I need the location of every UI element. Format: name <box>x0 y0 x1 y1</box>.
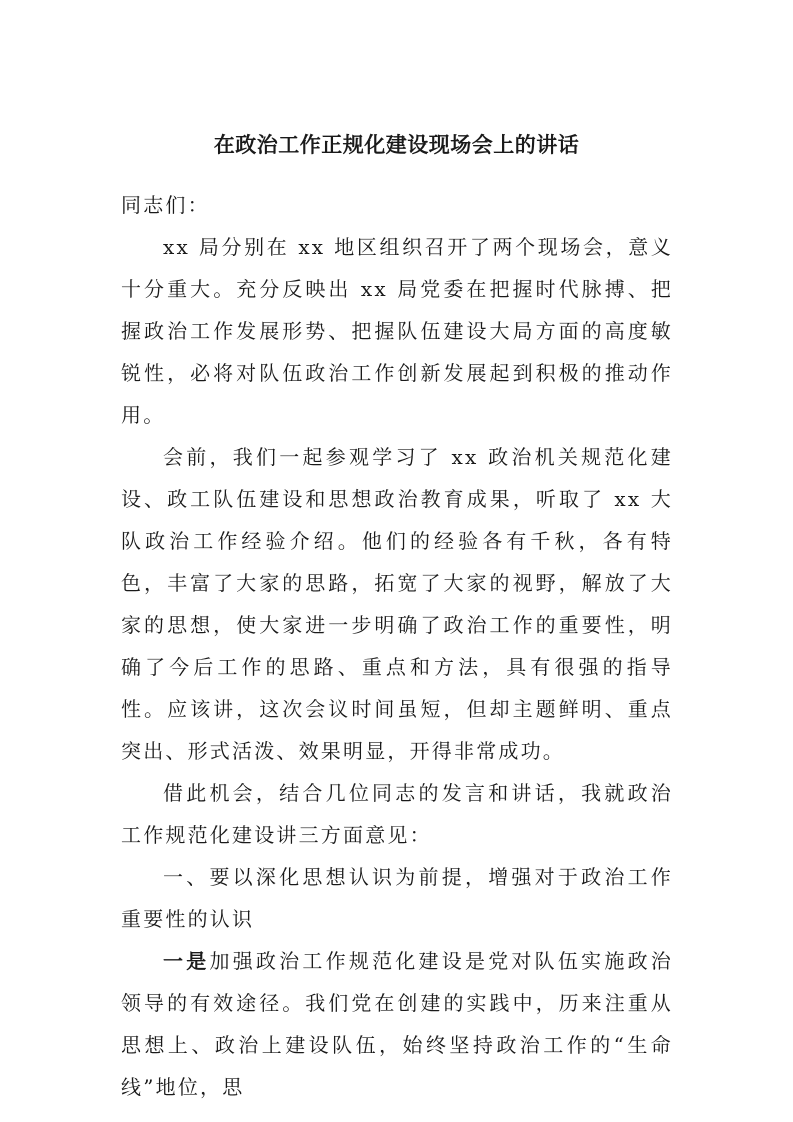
document-title: 在政治工作正规化建设现场会上的讲话 <box>213 132 580 157</box>
paragraph-1: xx 局分别在 xx 地区组织召开了两个现场会，意义十分重大。充分反映出 xx 局党委在把握时代脉搏、把握政治工作发展形势、把握队伍建设大局方面的高度敏锐性，必将对队伍政治工作创新发展起到积极的推动作用。 <box>121 235 673 427</box>
paragraph-2: 会前，我们一起参观学习了 xx 政治机关规范化建设、政工队伍建设和思想政治教育成果，听取了 xx 大队政治工作经验介绍。他们的经验各有千秋，各有特色，丰富了大家的思路，拓宽了大家的视野，解放了大家的思想，使大家进一步明确了政治工作的重要性，明确了今后工作的思路、重点和方法，具有很强的指导性。应该讲，这次会议时间虽短，但却主题鲜明、重点突出、形式活泼、效果明显，开得非常成功。 <box>121 445 673 763</box>
document-body <box>121 184 673 1108</box>
salutation: 同志们： <box>121 193 210 217</box>
paragraph-3: 借此机会，结合几位同志的发言和讲话，我就政治工作规范化建设讲三方面意见： <box>121 781 673 847</box>
point-one-paragraph <box>121 940 673 1108</box>
section-heading-1: 一、要以深化思想认识为前提，增强对于政治工作重要性的认识 <box>121 865 673 931</box>
point-one-text: 加强政治工作规范化建设是党对队伍实施政治领导的有效途径。我们党在创建的实践中，历来注重从思想上、政治上建设队伍，始终坚持政治工作的“生命线”地位，思 <box>121 949 674 1099</box>
point-one-lead: 一是 <box>163 949 210 973</box>
